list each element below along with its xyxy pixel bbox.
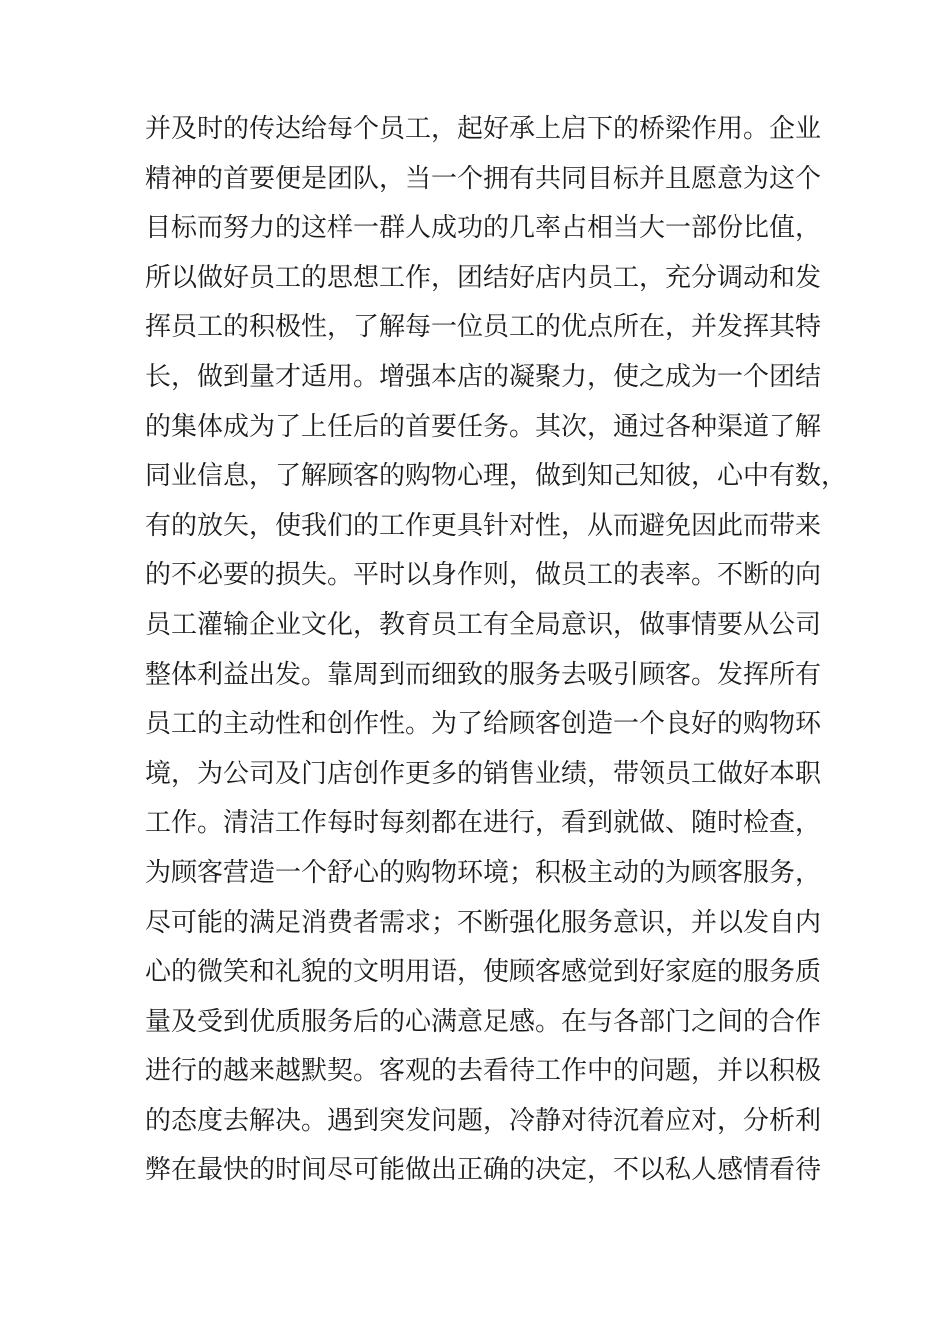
text-line: 长，做到量才适用。增强本店的凝聚力，使之成为一个团结: [145, 361, 822, 392]
text-line: 心的微笑和礼貌的文明用语，使顾客感觉到好家庭的服务质: [145, 957, 822, 988]
text-line: 精神的首要便是团队，当一个拥有共同目标并且愿意为这个: [145, 163, 822, 194]
text-line: 进行的越来越默契。客观的去看待工作中的问题，并以积极: [145, 1056, 822, 1087]
body-text: [145, 105, 848, 1196]
text-line: 为顾客营造一个舒心的购物环境；积极主动的为顾客服务，: [145, 857, 822, 888]
text-line: 员工灌输企业文化，教育员工有全局意识，做事情要从公司: [145, 609, 822, 640]
text-line: 所以做好员工的思想工作，团结好店内员工，充分调动和发: [145, 262, 822, 293]
text-line: 的集体成为了上任后的首要任务。其次，通过各种渠道了解: [145, 411, 822, 442]
text-line: 尽可能的满足消费者需求；不断强化服务意识，并以发自内: [145, 907, 822, 938]
text-line: 境，为公司及门店创作更多的销售业绩，带领员工做好本职: [145, 758, 822, 789]
text-line: 整体利益出发。靠周到而细致的服务去吸引顾客。发挥所有: [145, 659, 822, 690]
text-line: 工作。清洁工作每时每刻都在进行，看到就做、随时检查，: [145, 808, 822, 839]
text-line: 的不必要的损失。平时以身作则，做员工的表率。不断的向: [145, 560, 822, 591]
text-line: 弊在最快的时间尽可能做出正确的决定，不以私人感情看待: [145, 1155, 822, 1186]
text-line: 量及受到优质服务后的心满意足感。在与各部门之间的合作: [145, 1006, 822, 1037]
text-line: 挥员工的积极性，了解每一位员工的优点所在，并发挥其特: [145, 312, 822, 343]
text-line: 目标而努力的这样一群人成功的几率占相当大一部份比值，: [145, 213, 822, 244]
text-line: 同业信息，了解顾客的购物心理，做到知己知彼，心中有数，: [145, 461, 848, 492]
text-line: 有的放矢，使我们的工作更具针对性，从而避免因此而带来: [145, 510, 822, 541]
text-line: 的态度去解决。遇到突发问题，冷静对待沉着应对，分析利: [145, 1105, 822, 1136]
text-line: 并及时的传达给每个员工，起好承上启下的桥梁作用。企业: [145, 114, 822, 144]
text-line: 员工的主动性和创作性。为了给顾客创造一个良好的购物环: [145, 709, 822, 740]
